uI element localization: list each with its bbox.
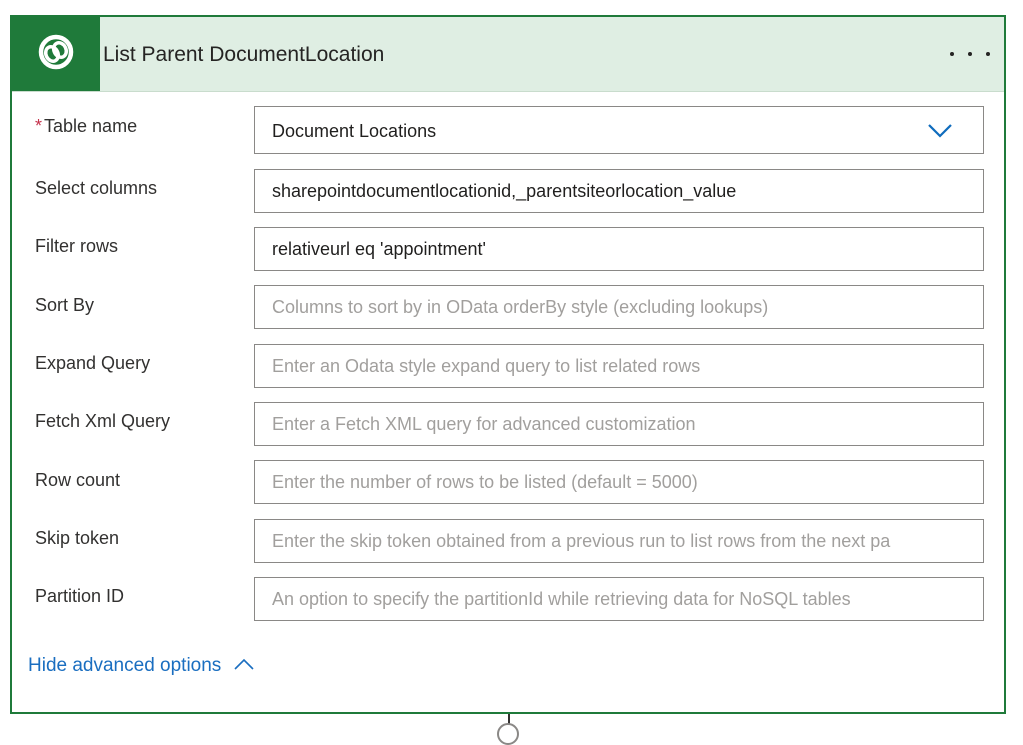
required-marker: * [35,116,43,136]
partition-id-label: Partition ID [35,586,125,606]
sort-by-input[interactable] [254,285,984,329]
skip-token-input[interactable] [254,519,984,563]
filter-rows-input[interactable] [254,227,984,271]
select-columns-label: Select columns [35,178,158,198]
expand-query-input[interactable] [254,344,984,388]
expand-query-label: Expand Query [35,353,151,373]
row-count-label: Row count [35,470,121,490]
filter-rows-label: Filter rows [35,236,119,256]
insert-step-node[interactable] [497,723,519,745]
sort-by-label: Sort By [35,295,95,315]
action-header[interactable] [12,17,1004,92]
table-name-label [35,116,137,137]
partition-id-input[interactable] [254,577,984,621]
table-name-label-text: Table name [44,116,138,136]
table-name-value: Document Locations [272,121,437,141]
fetch-xml-query-input[interactable] [254,402,984,446]
chevron-down-icon [927,121,953,144]
table-name-dropdown[interactable] [254,106,984,154]
hide-advanced-options-label: Hide advanced options [28,655,222,676]
more-dot [968,52,972,56]
logo-box [12,17,100,91]
more-dot [950,52,954,56]
more-dot [986,52,990,56]
more-options-icon[interactable] [950,41,990,67]
select-columns-input[interactable] [254,169,984,213]
hide-advanced-options-link[interactable] [28,655,255,677]
chevron-up-icon [221,655,255,677]
fetch-xml-query-label: Fetch Xml Query [35,411,171,431]
row-count-input[interactable] [254,460,984,504]
action-title[interactable]: List Parent DocumentLocation [103,43,385,66]
action-card [10,15,1006,714]
skip-token-label: Skip token [35,528,120,548]
dataverse-logo-icon [36,32,76,77]
